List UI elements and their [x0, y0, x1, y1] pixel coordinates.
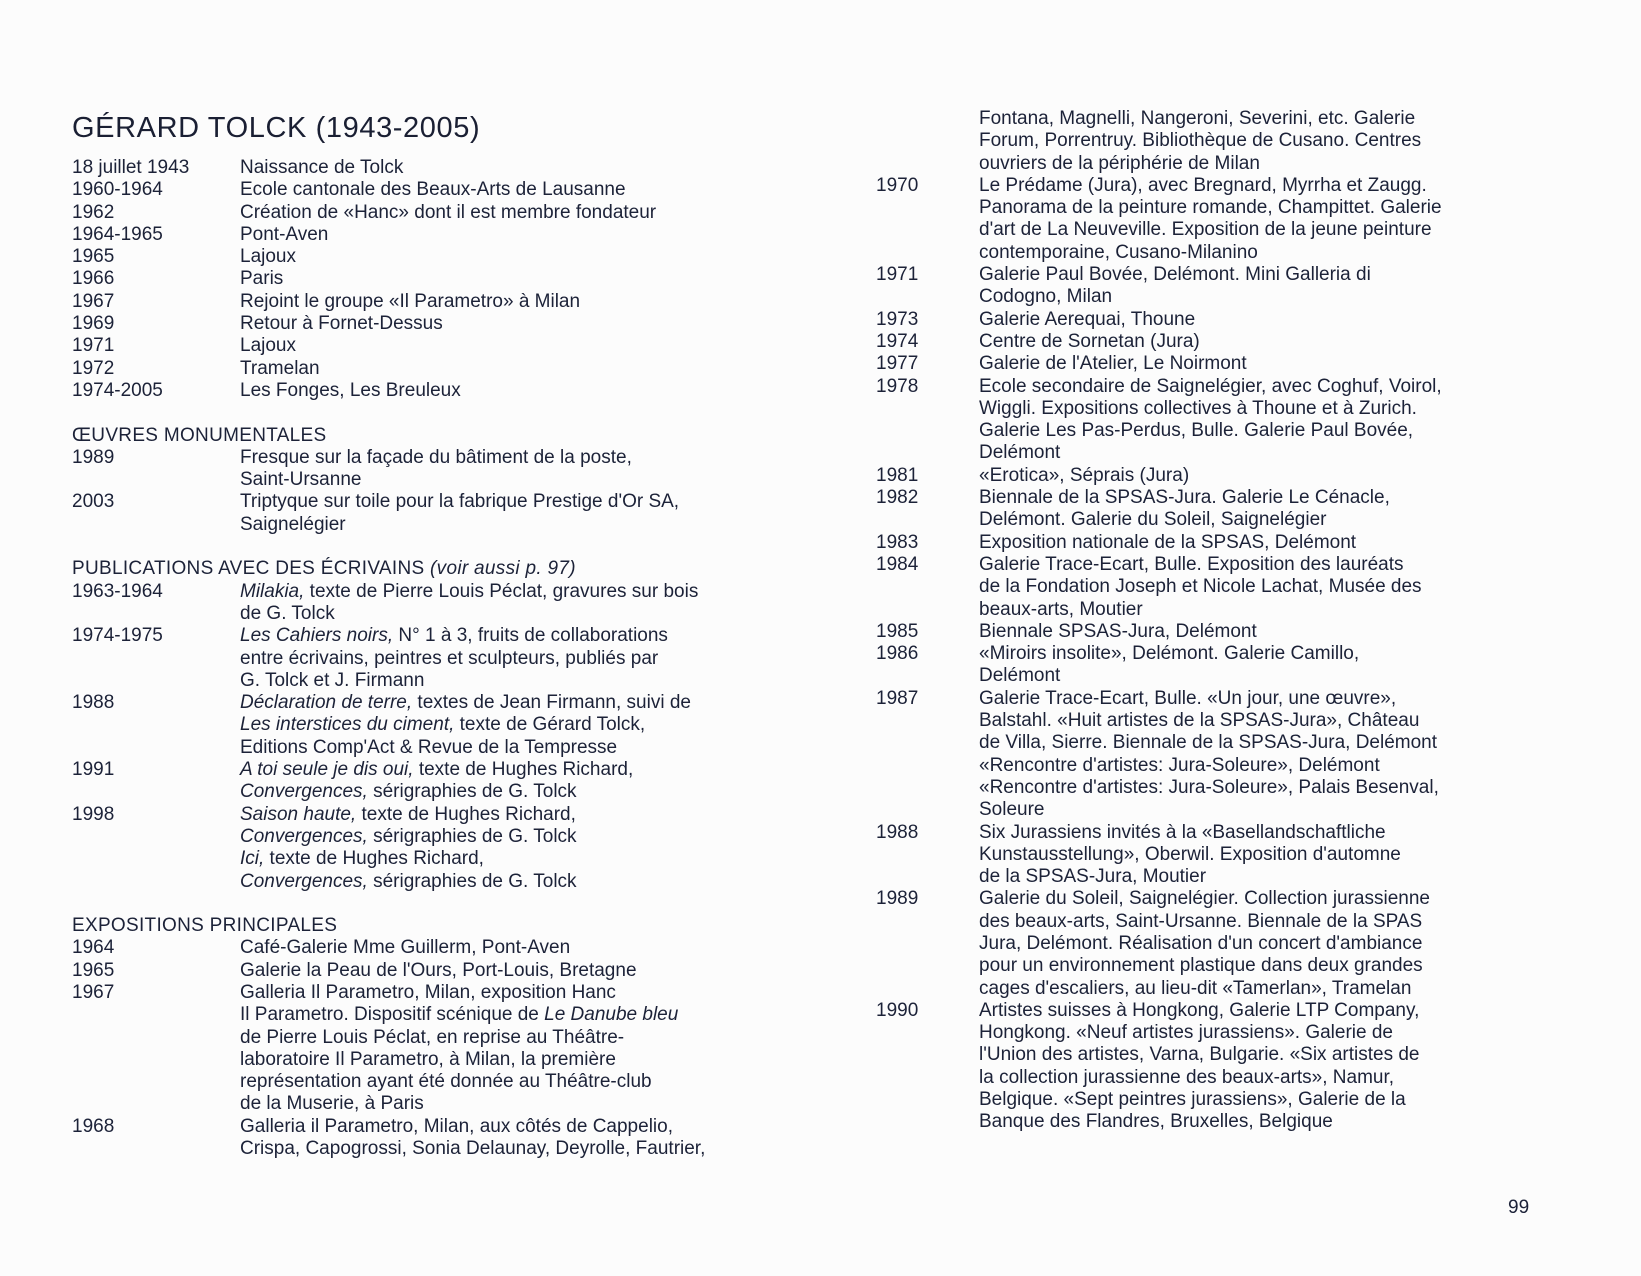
- entry-date: 1981: [876, 464, 919, 486]
- entry-date: 1963-1964: [72, 580, 163, 602]
- italic-title: Convergences,: [240, 781, 368, 803]
- entry-text-part: textes de Jean Firmann, suivi de: [412, 692, 691, 714]
- entry-text: Delémont: [979, 665, 1061, 687]
- entry-text: Galerie de l'Atelier, Le Noirmont: [979, 353, 1247, 375]
- entry-text: [240, 960, 637, 982]
- entry-text: Wiggli. Expositions collectives à Thoune et à Zurich.: [979, 397, 1417, 419]
- entry-text: «Rencontre d'artistes: Jura-Soleure», Palais Besenval,: [979, 776, 1439, 798]
- entry-date: 1989: [876, 888, 919, 910]
- entry-text-part: Crispa, Capogrossi, Sonia Delaunay, Deyrolle, Fautrier,: [240, 1138, 706, 1160]
- entry-date: 1962: [72, 201, 115, 223]
- entry-text: Codogno, Milan: [979, 286, 1113, 308]
- entry-text: Galerie Les Pas-Perdus, Bulle. Galerie Paul Bovée,: [979, 420, 1414, 442]
- entry-text-part: texte de Gérard Tolck,: [454, 714, 646, 736]
- entry-date: 1998: [72, 803, 115, 825]
- entry-text: la collection jurassienne des beaux-arts», Namur,: [979, 1066, 1395, 1088]
- entry-text: Retour à Fornet-Dessus: [240, 313, 443, 335]
- entry-date: 1978: [876, 375, 919, 397]
- entry-text: Kunstausstellung», Oberwil. Exposition d'automne: [979, 843, 1401, 865]
- entry-date: 1983: [876, 531, 919, 553]
- entry-text: Centre de Sornetan (Jura): [979, 330, 1200, 352]
- entry-date: 1965: [72, 246, 115, 268]
- entry-text: Panorama de la peinture romande, Champittet. Galerie: [979, 197, 1442, 219]
- entry-text: des beaux-arts, Saint-Ursanne. Biennale de la SPAS: [979, 910, 1423, 932]
- entry-text: [240, 670, 424, 692]
- entry-date: 1965: [72, 959, 115, 981]
- entry-text-part: sérigraphies de G. Tolck: [367, 825, 577, 847]
- italic-title: Milakia,: [240, 580, 305, 602]
- entry-text: [240, 581, 698, 603]
- entry-text: Saignelégier: [240, 513, 346, 535]
- entry-text-part: laboratoire Il Parametro, à Milan, la première: [240, 1048, 616, 1070]
- entry-text: Artistes suisses à Hongkong, Galerie LTP Company,: [979, 999, 1420, 1021]
- entry-date: 1967: [72, 981, 115, 1003]
- italic-title: Ici,: [240, 848, 265, 870]
- entry-text: [240, 826, 577, 848]
- page-number: 99: [1508, 1197, 1530, 1218]
- entry-date: 1972: [72, 357, 115, 379]
- entry-text: [240, 1071, 652, 1093]
- entry-text: pour un environnement plastique dans deux grandes: [979, 955, 1423, 977]
- entry-text: ouvriers de la périphérie de Milan: [979, 152, 1260, 174]
- entry-date: 1974-2005: [72, 379, 163, 401]
- entry-text: Naissance de Tolck: [240, 157, 404, 178]
- entry-text: de la SPSAS-Jura, Moutier: [979, 866, 1207, 888]
- entry-text: Lajoux: [240, 246, 296, 268]
- entry-text: Balstahl. «Huit artistes de la SPSAS-Jura», Château: [979, 710, 1420, 732]
- entry-text: beaux-arts, Moutier: [979, 598, 1143, 620]
- entry-text-part: Galleria il Parametro, Milan, aux côtés de Cappelio,: [240, 1115, 673, 1137]
- italic-title: Saison haute,: [240, 803, 357, 825]
- entry-text: Biennale de la SPSAS-Jura. Galerie Le Cénacle,: [979, 487, 1390, 509]
- entry-text: Galerie du Soleil, Saignelégier. Collection jurassienne: [979, 888, 1430, 910]
- entry-date: 1967: [72, 290, 115, 312]
- entry-text: de Villa, Sierre. Biennale de la SPSAS-Jura, Delémont: [979, 732, 1438, 754]
- italic-title: Convergences,: [240, 825, 368, 847]
- entry-text: [240, 982, 616, 1004]
- entry-text: Forum, Porrentruy. Bibliothèque de Cusano. Centres: [979, 130, 1422, 152]
- entry-text: [240, 1116, 673, 1138]
- entry-text: Jura, Delémont. Réalisation d'un concert d'ambiance: [979, 932, 1423, 954]
- entry-date: 1974-1975: [72, 625, 163, 647]
- entry-text: Banque des Flandres, Bruxelles, Belgique: [979, 1111, 1333, 1133]
- entry-text: Fresque sur la façade du bâtiment de la poste,: [240, 446, 632, 468]
- entry-text: [240, 692, 691, 714]
- entry-text: Ecole cantonale des Beaux-Arts de Lausanne: [240, 179, 626, 201]
- entry-text: Saint-Ursanne: [240, 469, 362, 491]
- entry-text: [240, 937, 570, 959]
- italic-title: Déclaration de terre,: [240, 692, 413, 714]
- entry-date: 1977: [876, 353, 919, 375]
- entry-text: Delémont. Galerie du Soleil, Saignelégier: [979, 509, 1327, 531]
- entry-text-part: Il Parametro. Dispositif scénique de: [240, 1004, 545, 1026]
- section-heading-label: ŒUVRES MONUMENTALES: [72, 424, 327, 446]
- entry-text: contemporaine, Cusano-Milanino: [979, 241, 1258, 263]
- entry-date: 1960-1964: [72, 179, 163, 201]
- entry-text: [240, 759, 633, 781]
- italic-title: A toi seule je dis oui,: [240, 759, 414, 781]
- entry-text: [240, 714, 645, 736]
- entry-text: Galerie Trace-Ecart, Bulle. «Un jour, une œuvre»,: [979, 687, 1397, 709]
- entry-text-part: de la Muserie, à Paris: [240, 1093, 424, 1115]
- entry-date: 18 juillet 1943: [72, 157, 190, 178]
- entry-date: 1985: [876, 620, 919, 642]
- entry-text: [240, 737, 617, 759]
- section-heading-text: [72, 558, 576, 580]
- italic-title: Le Danube bleu: [544, 1004, 679, 1026]
- entry-text: [240, 1004, 678, 1026]
- entry-text: [240, 648, 658, 670]
- entry-text: Galerie Aerequai, Thoune: [979, 308, 1196, 330]
- entry-text: [240, 871, 577, 893]
- entry-date: 1968: [72, 1115, 115, 1137]
- entry-date: 1970: [876, 174, 919, 196]
- entry-text-part: représentation ayant été donnée au Théâtre-club: [240, 1071, 652, 1093]
- entry-text: Tramelan: [240, 357, 320, 379]
- section-heading-note: (voir aussi p. 97): [424, 558, 576, 580]
- entry-text-part: Editions Comp'Act & Revue de la Tempresse: [240, 736, 618, 758]
- entry-date: 1989: [72, 446, 115, 468]
- italic-title: Les Cahiers noirs,: [240, 625, 394, 647]
- entry-text: Galerie Trace-Ecart, Bulle. Exposition des lauréats: [979, 553, 1404, 575]
- entry-text: Belgique. «Sept peintres jurassiens», Galerie de la: [979, 1089, 1406, 1111]
- entry-text: «Miroirs insolite», Delémont. Galerie Camillo,: [979, 643, 1360, 665]
- entry-text: Création de «Hanc» dont il est membre fondateur: [240, 201, 657, 223]
- entry-text: [240, 1138, 705, 1160]
- entry-text-part: texte de Hughes Richard,: [264, 848, 484, 870]
- entry-text-part: de Pierre Louis Péclat, en reprise au Théâtre-: [240, 1026, 625, 1048]
- entry-text: Triptyque sur toile pour la fabrique Prestige d'Or SA,: [240, 491, 680, 513]
- entry-text-part: Galleria Il Parametro, Milan, exposition Hanc: [240, 981, 616, 1003]
- entry-date: 1971: [72, 335, 115, 357]
- entry-date: 1974: [876, 330, 919, 352]
- italic-title: Convergences,: [240, 870, 368, 892]
- entry-text: Exposition nationale de la SPSAS, Delémont: [979, 531, 1357, 553]
- entry-date: 1991: [72, 759, 115, 781]
- entry-date: 1982: [876, 487, 919, 509]
- entry-text-part: texte de Hughes Richard,: [413, 759, 634, 781]
- entry-text: de la Fondation Joseph et Nicole Lachat, Musée des: [979, 576, 1422, 598]
- entry-date: 1990: [876, 999, 919, 1021]
- entry-text: Ecole secondaire de Saignelégier, avec Coghuf, Voirol,: [979, 375, 1442, 397]
- entry-text: Paris: [240, 268, 284, 290]
- entry-date: 1971: [876, 264, 919, 286]
- entry-text-part: texte de Hughes Richard,: [356, 803, 576, 825]
- entry-date: 2003: [72, 491, 115, 513]
- entry-date: 1988: [876, 821, 919, 843]
- entry-date: 1984: [876, 553, 919, 575]
- entry-text: d'art de La Neuveville. Exposition de la jeune peinture: [979, 219, 1432, 241]
- italic-title: Les interstices du ciment,: [240, 714, 455, 736]
- entry-text-part: de G. Tolck: [240, 602, 335, 624]
- entry-text: Fontana, Magnelli, Nangeroni, Severini, etc. Galerie: [979, 108, 1416, 129]
- entry-date: 1969: [72, 313, 115, 335]
- entry-text-part: entre écrivains, peintres et sculpteurs, publiés par: [240, 647, 659, 669]
- page-title: GÉRARD TOLCK (1943-2005): [72, 112, 481, 144]
- entry-text: [240, 781, 577, 803]
- entry-text: [240, 1027, 624, 1049]
- entry-text: [240, 625, 668, 647]
- entry-text: Delémont: [979, 442, 1061, 464]
- entry-date: 1988: [72, 692, 115, 714]
- entry-date: 1987: [876, 687, 919, 709]
- entry-text: [240, 1049, 616, 1071]
- entry-text: Pont-Aven: [240, 223, 329, 245]
- entry-text: Soleure: [979, 799, 1045, 821]
- entry-text: Rejoint le groupe «Il Parametro» à Milan: [240, 290, 581, 312]
- entry-text-part: G. Tolck et J. Firmann: [240, 669, 425, 691]
- entry-text: [240, 1093, 424, 1115]
- entry-date: 1986: [876, 643, 919, 665]
- entry-text: Six Jurassiens invités à la «Basellandschaftliche: [979, 821, 1386, 843]
- section-heading-label: EXPOSITIONS PRINCIPALES: [72, 915, 338, 937]
- entry-text: Hongkong. «Neuf artistes jurassiens». Galerie de: [979, 1022, 1394, 1044]
- entry-date: 1966: [72, 268, 115, 290]
- entry-text-part: Café-Galerie Mme Guillerm, Pont-Aven: [240, 937, 571, 959]
- entry-text-part: sérigraphies de G. Tolck: [367, 870, 577, 892]
- entry-text-part: Galerie la Peau de l'Ours, Port-Louis, Bretagne: [240, 959, 637, 981]
- entry-text: cages d'escaliers, au lieu-dit «Tamerlan», Tramelan: [979, 977, 1412, 999]
- entry-text: Biennale SPSAS-Jura, Delémont: [979, 620, 1257, 642]
- section-heading-text: [72, 915, 337, 937]
- entry-date: 1964-1965: [72, 223, 163, 245]
- section-heading-text: [72, 425, 327, 447]
- entry-text-part: N° 1 à 3, fruits de collaborations: [393, 625, 668, 647]
- entry-text: «Erotica», Séprais (Jura): [979, 464, 1190, 486]
- entry-text: Lajoux: [240, 335, 296, 357]
- entry-text: Le Prédame (Jura), avec Bregnard, Myrrha et Zaugg.: [979, 174, 1427, 196]
- entry-date: 1964: [72, 937, 115, 959]
- entry-text: «Rencontre d'artistes: Jura-Soleure», Delémont: [979, 754, 1380, 776]
- entry-text: [240, 848, 484, 870]
- entry-text-part: sérigraphies de G. Tolck: [367, 781, 577, 803]
- entry-text: [240, 804, 576, 826]
- entry-text: l'Union des artistes, Varna, Bulgarie. «Six artistes de: [979, 1044, 1420, 1066]
- entry-date: 1973: [876, 308, 919, 330]
- entry-text: Galerie Paul Bovée, Delémont. Mini Galleria di: [979, 264, 1371, 286]
- section-heading-label: PUBLICATIONS AVEC DES ÉCRIVAINS: [72, 558, 425, 580]
- entry-text: [240, 603, 335, 625]
- entry-text-part: texte de Pierre Louis Péclat, gravures sur bois: [304, 580, 699, 602]
- entry-text: Les Fonges, Les Breuleux: [240, 379, 461, 401]
